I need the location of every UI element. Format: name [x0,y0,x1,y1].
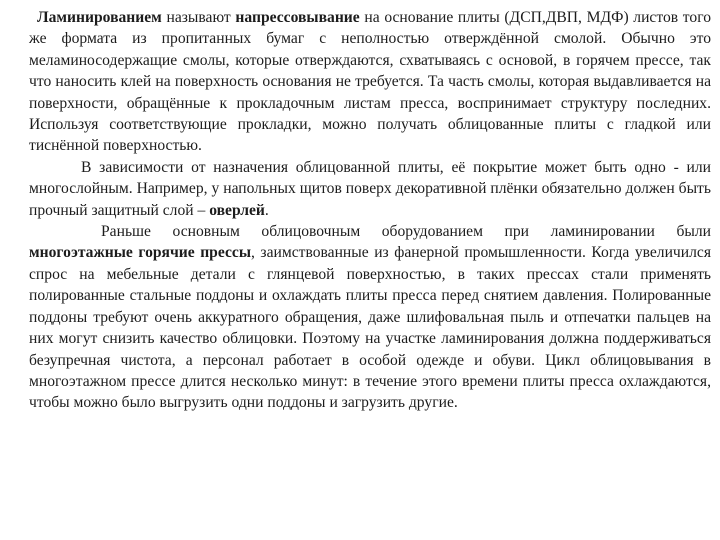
paragraph-text: В зависимости от назначения облицованной плиты, её покрытие может быть одно - или многослойным. Например, у напольных щитов поверх декоративной плёнки обязательно должен быть прочный защитный слой – [29,158,711,219]
paragraph-text: на основание плиты (ДСП,ДВП, МДФ) листов того же формата из пропитанных бумаг с неполностью отверждённой смолой. Обычно это меламиносодержащие смолы, которые отверждаются, схватываясь с основой, в горячем прессе, так что наносить клей на поверхность основания не требуется. Та часть смолы, которая выдавливается на поверхности, обращённые к прокладочным листам пресса, воспринимает структуру последних. Используя соответствующие прокладки, можно получать облицованные плиты с гладкой или тиснённой поверхностью. [29,9,712,155]
paragraph-text: называют [161,9,236,26]
paragraph-text: Раньше основным облицовочным оборудованием при ламинировании были [101,223,711,241]
paragraph-multi-daylight-presses [29,221,711,414]
paragraph-text: , заимствованные из фанерной промышленности. Когда увеличился спрос на мебельные детали с глянцевой поверхностью, в таких прессах стали применять полированные стальные поддоны и охлаждать плиты пресса перед снятием давления. Полированные поддоны требуют очень аккуратного обращения, даже шлифовальная пыль и отпечатки пальцев на них могут снизить качество облицовки. Поэтому на участке ламинирования должна поддерживаться безупречная чистота, а персонал работает в особой одежде и обуви. Цикл облицовывания в многоэтажном прессе длится несколько минут: в течение этого времени плиты пресса охлаждаются, чтобы можно было выгрузить одни поддоны и загрузить другие. [29,244,711,412]
paragraph-text: . [264,201,269,219]
paragraph-coating-layers [29,157,711,221]
term-multi-daylight-presses: многоэтажные горячие прессы [29,244,251,262]
paragraph-lamination-definition [29,7,711,157]
term-lamination: Ламинированием [37,9,162,26]
term-pressing: напрессовывание [235,9,360,26]
document-body [29,7,711,414]
term-overlay: оверлей [209,201,265,219]
